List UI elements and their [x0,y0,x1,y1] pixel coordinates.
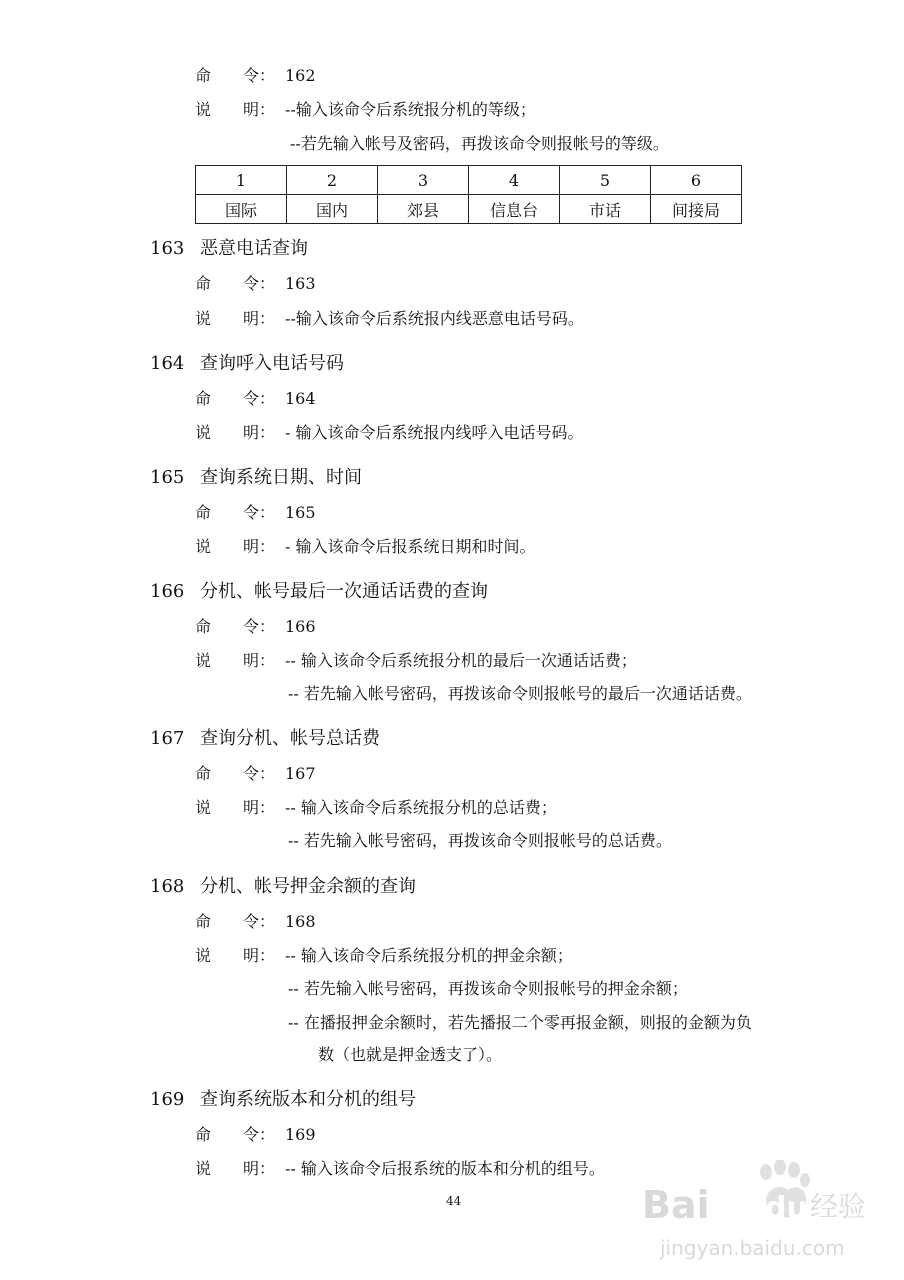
grade-name-cell: 国内 [287,195,378,224]
command-label: 命 令： [195,764,276,783]
note-label: 说 明： [195,1159,276,1178]
command-value: 162 [285,66,316,85]
section-number: 167 [150,728,185,749]
note-line: -- 若先输入帐号密码，再拨该命令则报帐号的押金余额； [288,979,688,998]
page-number: 44 [446,1194,462,1208]
section-title: 查询呼入电话号码 [200,353,344,374]
command-value: 164 [285,389,316,408]
section-title: 分机、帐号押金余额的查询 [200,876,416,897]
command-value: 165 [285,503,316,522]
note-label: 说 明： [195,423,276,442]
grade-number-cell: 1 [196,166,287,195]
note-label: 说 明： [195,651,276,670]
command-label: 命 令： [195,617,276,636]
grade-number-cell: 5 [560,166,651,195]
grade-name-cell: 间接局 [651,195,742,224]
section-title: 恶意电话查询 [200,238,308,259]
note-line: --输入该命令后系统报分机的等级； [285,100,536,119]
section-title: 查询分机、帐号总话费 [200,728,380,749]
section-number: 163 [150,238,185,259]
grade-table [195,165,742,224]
section-number: 164 [150,353,185,374]
note-line: -- 输入该命令后报系统的版本和分机的组号。 [285,1159,605,1178]
watermark-url: jingyan.baidu.com [660,1236,845,1260]
note-label: 说 明： [195,100,276,119]
section-number: 166 [150,581,185,602]
grade-name-cell: 郊县 [378,195,469,224]
note-line: -- 在播报押金余额时，若先播报二个零再报金额，则报的金额为负 [288,1013,752,1032]
note-line: --若先输入帐号及密码，再拨该命令则报帐号的等级。 [290,134,669,153]
note-line: -- 输入该命令后系统报分机的总话费； [285,798,557,817]
section-number: 168 [150,876,185,897]
note-label: 说 明： [195,798,276,817]
command-value: 167 [285,764,316,783]
note-label: 说 明： [195,946,276,965]
grade-number-cell: 4 [469,166,560,195]
section-title: 分机、帐号最后一次通话话费的查询 [200,581,488,602]
command-value: 166 [285,617,316,636]
note-line: --输入该命令后系统报内线恶意电话号码。 [285,309,584,328]
note-line: 数（也就是押金透支了）。 [318,1045,503,1064]
grade-name-row [196,195,742,224]
command-label: 命 令： [195,503,276,522]
watermark-brand: Bai [642,1183,710,1227]
command-value: 163 [285,274,316,293]
section-title: 查询系统版本和分机的组号 [200,1089,416,1110]
note-label: 说 明： [195,309,276,328]
grade-number-row [196,166,742,195]
command-label: 命 令： [195,912,276,931]
command-value: 169 [285,1125,316,1144]
grade-name-cell: 信息台 [469,195,560,224]
section-number: 165 [150,467,185,488]
command-label: 命 令： [195,66,276,85]
watermark-product: 经验 [810,1190,867,1223]
note-line: -- 若先输入帐号密码，再拨该命令则报帐号的最后一次通话话费。 [288,684,752,703]
note-line: -- 输入该命令后系统报分机的最后一次通话话费； [285,651,637,670]
note-line: - 输入该命令后报系统日期和时间。 [285,537,536,556]
command-label: 命 令： [195,389,276,408]
section-number: 169 [150,1089,185,1110]
command-label: 命 令： [195,1125,276,1144]
command-value: 168 [285,912,316,931]
note-label: 说 明： [195,537,276,556]
grade-number-cell: 6 [651,166,742,195]
baidu-jingyan-watermark [640,1160,890,1270]
note-line: -- 输入该命令后系统报分机的押金余额； [285,946,573,965]
grade-number-cell: 2 [287,166,378,195]
note-line: -- 若先输入帐号密码，再拨该命令则报帐号的总话费。 [288,831,672,850]
command-label: 命 令： [195,274,276,293]
watermark-brand-du: du [765,1191,808,1226]
grade-name-cell: 国际 [196,195,287,224]
grade-name-cell: 市话 [560,195,651,224]
grade-number-cell: 3 [378,166,469,195]
section-title: 查询系统日期、时间 [200,467,362,488]
note-line: - 输入该命令后系统报内线呼入电话号码。 [285,423,584,442]
